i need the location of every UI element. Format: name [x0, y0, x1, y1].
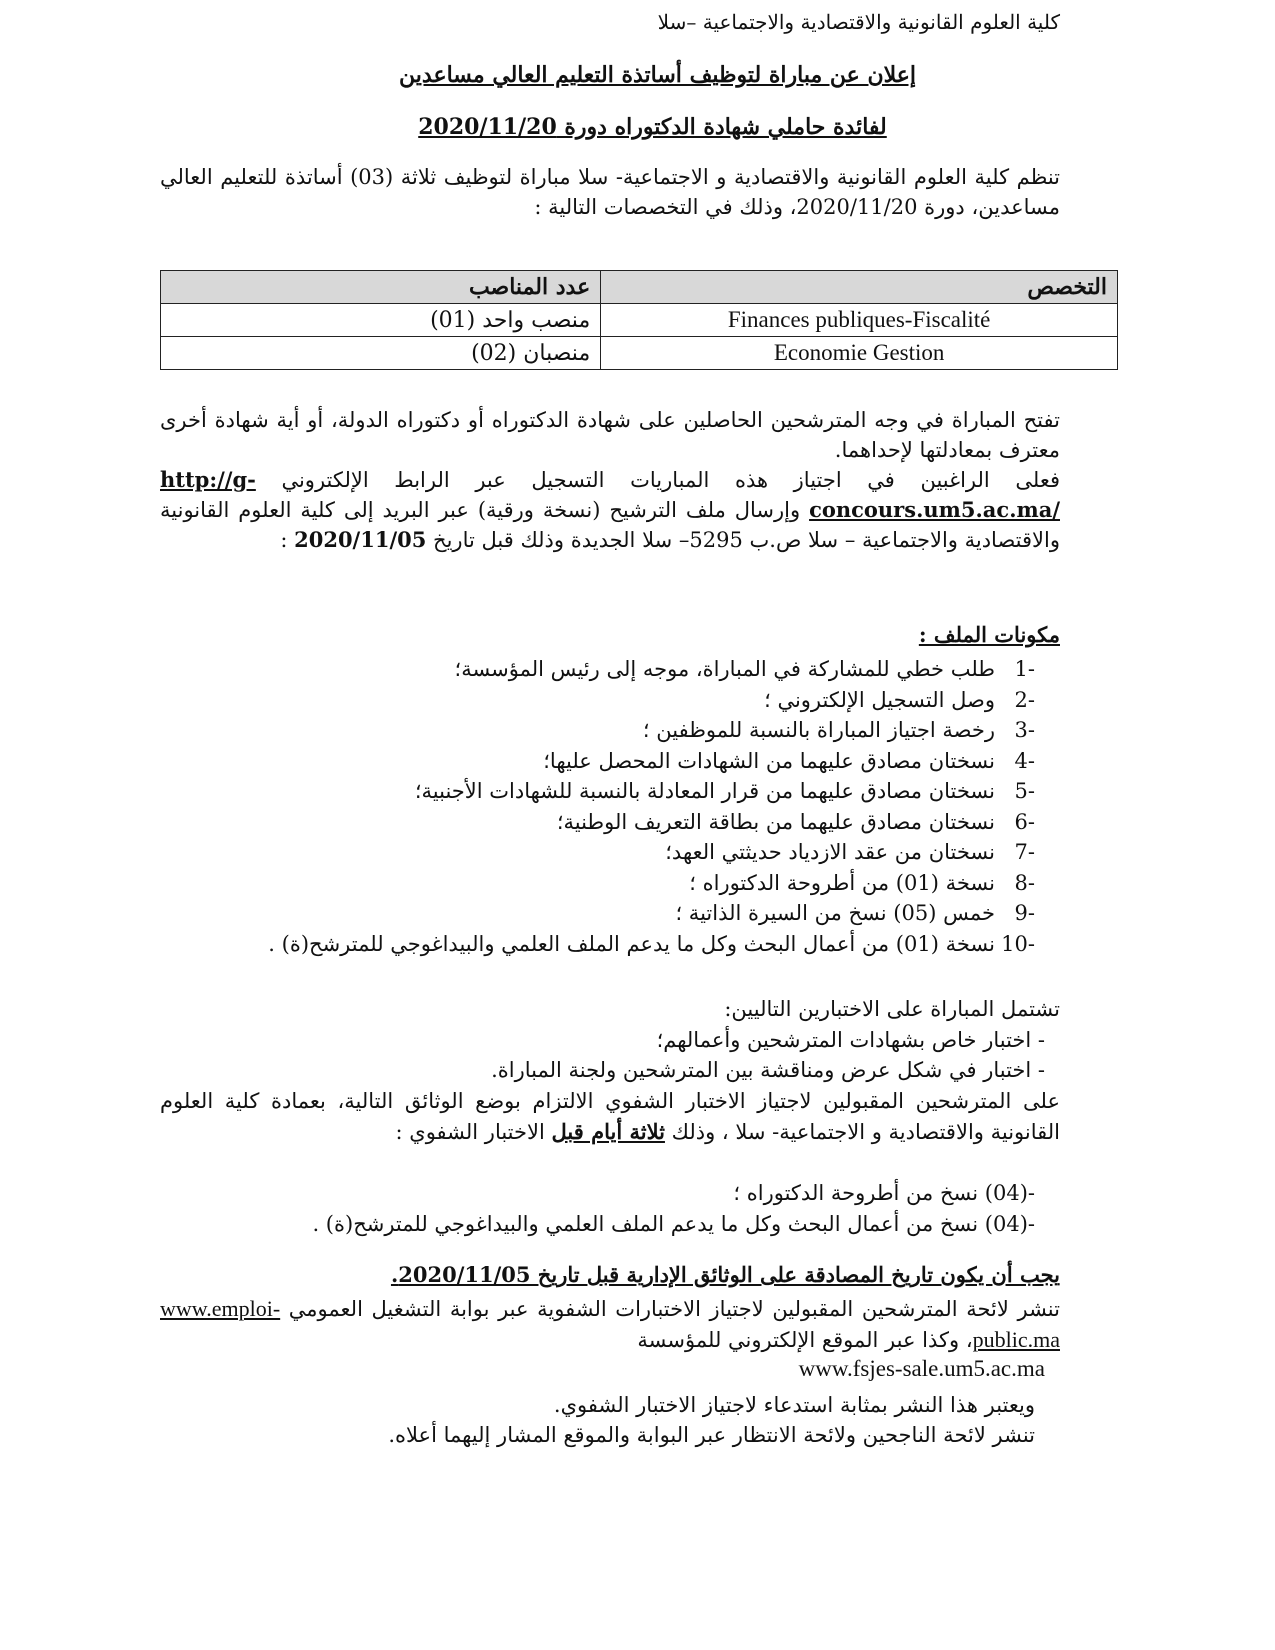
item-text: نسختان من عقد الازدياد حديثتي العهد؛ [665, 840, 995, 864]
item-number: -9 [1014, 901, 1035, 925]
registration-text: فعلى الراغبين في اجتياز هذه المباريات التسجيل عبر الرابط الإلكتروني [281, 468, 1060, 492]
eligibility-text: تفتح المباراة في وجه المترشحين الحاصلين على شهادة الدكتوراه أو دكتوراه الدولة، أو أية شهادة أخرى معترف بمعادلتها لإحداهما. [160, 408, 1060, 462]
convocation-note: ويعتبر هذا النشر بمثابة استدعاء لاجتياز الاختبار الشفوي. [553, 1393, 1035, 1417]
table-row [161, 304, 1118, 337]
count-cell: منصبان (02) [161, 337, 601, 370]
intro-paragraph: تنظم كلية العلوم القانونية والاقتصادية و الاجتماعية- سلا مباراة لتوظيف ثلاثة (03) أساتذة للتعليم العالي مساعدين، دورة 2020/11/20، وذلك في التخصصات التالية : [160, 165, 1060, 219]
table-row [161, 337, 1118, 370]
list-item [155, 654, 1035, 685]
publication-text: تنشر لائحة المترشحين المقبولين لاجتياز الاختبارات الشفوية عبر بوابة التشغيل العمومي [288, 1297, 1060, 1321]
announcement-title: إعلان عن مباراة لتوظيف أساتذة التعليم العالي مساعدين [399, 62, 916, 88]
institution-website[interactable]: www.fsjes-sale.um5.ac.ma [798, 1356, 1045, 1381]
item-number: -10 [1001, 931, 1035, 956]
item-text: رخصة اجتياز المباراة بالنسبة للموظفين ؛ [642, 718, 995, 742]
table-header-row [161, 271, 1118, 304]
registration-link[interactable]: http://g-concours.um5.ac.ma/ [160, 467, 1060, 522]
item-number: -6 [1014, 809, 1035, 834]
item-number: -4 [1014, 748, 1035, 773]
positions-table [160, 270, 1118, 370]
specialty-header: التخصص [601, 271, 1118, 304]
exams-section [160, 994, 1060, 1086]
list-item [155, 776, 1035, 807]
item-text: نسخة (01) من أعمال البحث وكل ما يدعم الملف العلمي والبيداغوجي للمترشح(ة) . [268, 931, 995, 956]
exam-item: - اختبار خاص بشهادات المترشحين وأعمالهم؛ [656, 1027, 1045, 1052]
announcement-subtitle: لفائدة حاملي شهادة الدكتوراه دورة 2020/11/20 [418, 114, 887, 140]
certification-notice: يجب أن يكون تاريخ المصادقة على الوثائق الإدارية قبل تاريخ 2020/11/05. [390, 1262, 1060, 1287]
list-item: -(04) نسخ من أعمال البحث وكل ما يدعم الملف العلمي والبيداغوجي للمترشح(ة) . [312, 1212, 1035, 1236]
count-cell: منصب واحد (01) [161, 304, 601, 337]
oral-text-end: الاختبار الشفوي : [395, 1119, 552, 1144]
item-text: نسختان مصادق عليهما من قرار المعادلة بالنسبة للشهادات الأجنبية؛ [414, 779, 995, 803]
list-item [155, 868, 1035, 899]
item-text: طلب خطي للمشاركة في المباراة، موجه إلى رئيس المؤسسة؛ [454, 657, 995, 681]
item-number: -3 [1014, 718, 1035, 742]
oral-docs-list [155, 1178, 1035, 1240]
list-item [155, 746, 1035, 777]
item-number: -7 [1014, 840, 1035, 864]
registration-text-2: وإرسال ملف الترشيح (نسخة ورقية) عبر البريد إلى كلية العلوم القانونية والاقتصادية والاجتماعية – سلا ص.ب 5295– سلا الجديدة وذلك قبل تاريخ [160, 498, 1060, 552]
oral-paragraph [160, 1086, 1060, 1147]
eligibility-paragraph [160, 405, 1060, 555]
specialty-cell: Economie Gestion [601, 337, 1118, 370]
publication-paragraph [160, 1294, 1060, 1355]
item-text: وصل التسجيل الإلكتروني ؛ [764, 687, 995, 712]
exam-item: - اختبار في شكل عرض ومناقشة بين المترشحين ولجنة المباراة. [491, 1058, 1045, 1082]
item-number: -2 [1014, 687, 1035, 712]
closing-notes [155, 1390, 1035, 1450]
list-item [155, 929, 1035, 960]
results-note: تنشر لائحة الناجحين ولائحة الانتظار عبر البوابة والموقع المشار إليهما أعلاه. [388, 1423, 1035, 1447]
list-item: -(04) نسخ من أطروحة الدكتوراه ؛ [733, 1181, 1035, 1205]
item-text: خمس (05) نسخ من السيرة الذاتية ؛ [675, 901, 995, 925]
item-text: نسختان مصادق عليهما من بطاقة التعريف الوطنية؛ [556, 809, 995, 834]
deadline-date: 2020/11/05 [294, 527, 427, 552]
list-item [155, 685, 1035, 716]
institution-header: كلية العلوم القانونية والاقتصادية والاجتماعية –سلا [657, 10, 1060, 34]
publication-text-2: ، وكذا عبر الموقع الإلكتروني للمؤسسة [637, 1327, 973, 1352]
exams-intro: تشتمل المباراة على الاختبارين التاليين: [724, 997, 1060, 1021]
list-item [155, 837, 1035, 868]
item-text: نسختان مصادق عليهما من الشهادات المحصل عليها؛ [543, 748, 995, 773]
item-number: -5 [1014, 779, 1035, 803]
item-text: نسخة (01) من أطروحة الدكتوراه ؛ [689, 870, 995, 895]
oral-emphasis: ثلاثة أيام قبل [551, 1118, 665, 1144]
emploi-public-link[interactable]: www.emploi-public.ma [160, 1296, 1060, 1352]
list-item [155, 715, 1035, 746]
dossier-heading: مكونات الملف : [918, 622, 1060, 647]
list-item [155, 898, 1035, 929]
oral-text: على المترشحين المقبولين لاجتياز الاختبار الشفوي الالتزام بوضع الوثائق التالية، بعمادة كلية العلوم القانونية والاقتصادية و الاجتماعية- سلا ، وذلك [160, 1089, 1060, 1144]
item-number: -1 [1014, 657, 1035, 681]
specialty-cell: Finances publiques-Fiscalité [601, 304, 1118, 337]
count-header: عدد المناصب [161, 271, 601, 304]
dossier-list [155, 654, 1035, 959]
list-item [155, 807, 1035, 838]
item-number: -8 [1014, 870, 1035, 895]
deadline-suffix: : [280, 528, 295, 552]
